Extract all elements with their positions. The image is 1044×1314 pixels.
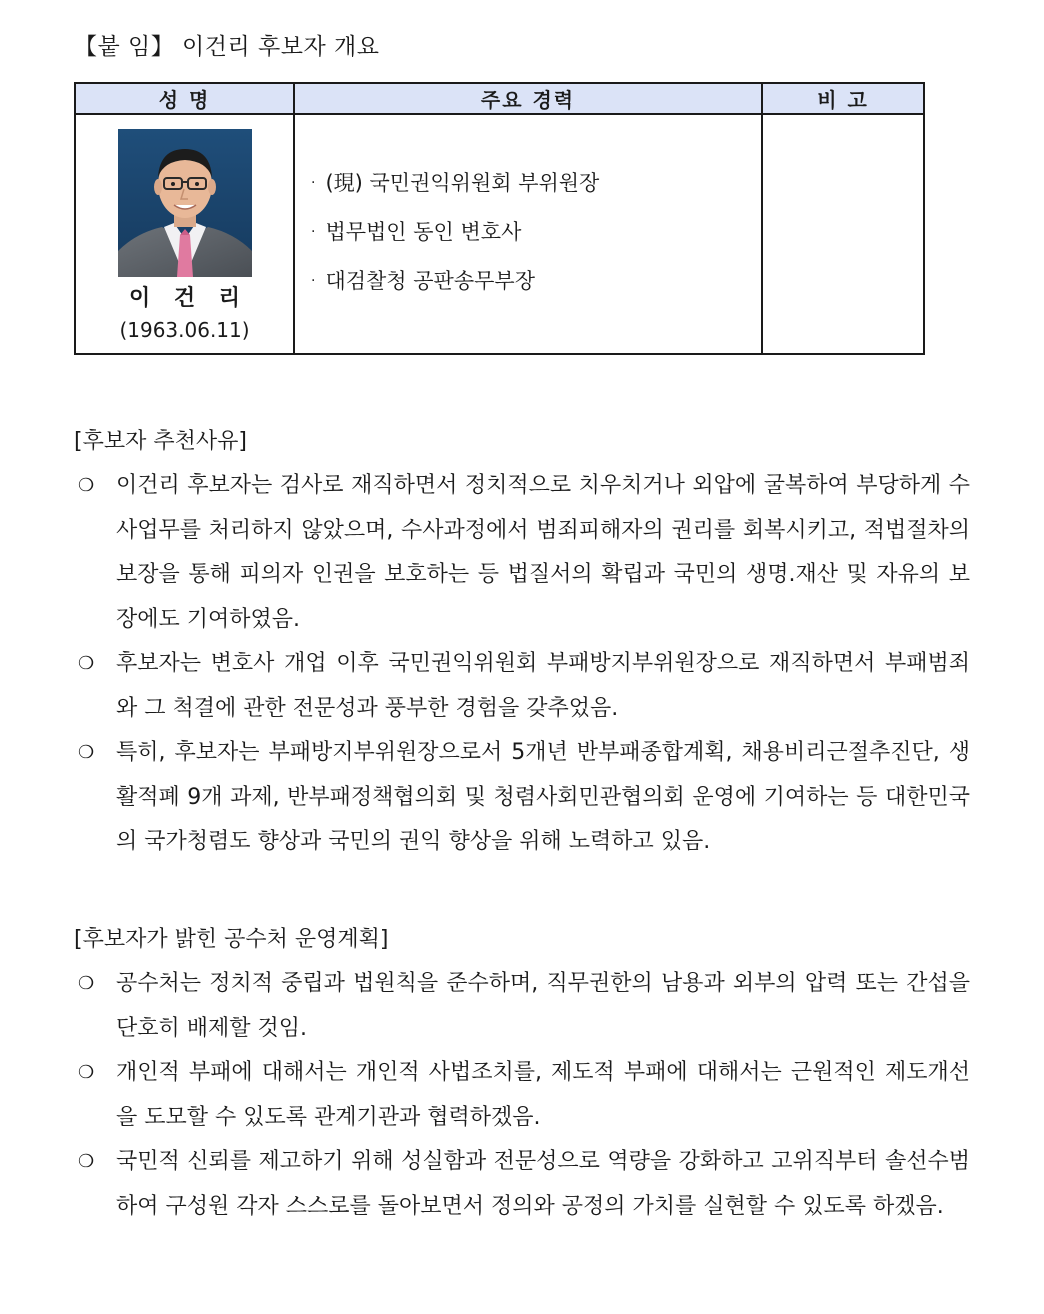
bullet-text: 개인적 부패에 대해서는 개인적 사법조치를, 제도적 부패에 대해서는 근원적인 제도개선을 도모할 수 있도록 관계기관과 협력하겠음. (116, 1060, 970, 1130)
bullet-text: 특히, 후보자는 부패방지부위원장으로서 5개년 반부패종합계획, 채용비리근절추진단, 생활적폐 9개 과제, 반부패정책협의회 및 청렴사회민관협의회 운영에 기여하는 등 대한민국의 국가청렴도 향상과 국민의 권익 향상을 위해 노력하고 있음. (116, 740, 970, 854)
bullet-text: 공수처는 정치적 중립과 법원칙을 준수하며, 직무권한의 남용과 외부의 압력 또는 간섭을 단호히 배제할 것임. (116, 971, 970, 1041)
attachment-title: 【붙 임】 이건리 후보자 개요 (74, 34, 380, 60)
header-note: 비 고 (762, 83, 924, 114)
table-header-row (75, 83, 924, 114)
person-birthdate: (1963.06.11) (119, 318, 250, 342)
list-item (311, 220, 761, 244)
bullet-text: 후보자는 변호사 개업 이후 국민권익위원회 부패방지부위원장으로 재직하면서 부패범죄와 그 척결에 관한 전문성과 풍부한 경험을 갖추었음. (116, 651, 970, 721)
person-name: 이 건 리 (128, 286, 249, 311)
operation-plan-heading: [후보자가 밝힌 공수처 운영계획] (74, 927, 389, 952)
bullet-dot-icon: · (311, 175, 316, 191)
circle-bullet-icon: ❍ (78, 475, 95, 496)
note-cell (762, 114, 924, 354)
career-list (311, 171, 761, 293)
list-item (74, 642, 970, 731)
circle-bullet-icon: ❍ (78, 653, 95, 674)
profile-table (74, 82, 925, 355)
list-item (74, 464, 970, 642)
circle-bullet-icon: ❍ (78, 742, 95, 763)
career-text: (現) 국민권익위원회 부위원장 (325, 171, 600, 195)
career-text: 법무법인 동인 변호사 (325, 220, 522, 244)
career-text: 대검찰청 공판송무부장 (325, 269, 535, 293)
list-item (74, 731, 970, 865)
person-cell (75, 114, 294, 354)
bullet-dot-icon: · (311, 224, 316, 240)
list-item (311, 171, 761, 195)
circle-bullet-icon: ❍ (78, 1062, 95, 1083)
portrait-photo (118, 129, 252, 277)
list-item (74, 1051, 970, 1140)
career-cell (294, 114, 762, 354)
circle-bullet-icon: ❍ (78, 1151, 95, 1172)
operation-plan-list (74, 962, 970, 1229)
bullet-dot-icon: · (311, 273, 316, 289)
recommendation-heading: [후보자 추천사유] (74, 429, 247, 454)
table-row (75, 114, 924, 354)
header-career: 주요 경력 (294, 83, 762, 114)
header-name: 성 명 (75, 83, 294, 114)
list-item (311, 269, 761, 293)
list-item (74, 962, 970, 1051)
recommendation-list (74, 464, 970, 865)
circle-bullet-icon: ❍ (78, 973, 95, 994)
bullet-text: 국민적 신뢰를 제고하기 위해 성실함과 전문성으로 역량을 강화하고 고위직부터 솔선수범하여 구성원 각자 스스로를 돌아보면서 정의와 공정의 가치를 실현할 수 있도록 하겠음. (116, 1149, 970, 1219)
bullet-text: 이건리 후보자는 검사로 재직하면서 정치적으로 치우치거나 외압에 굴복하여 부당하게 수사업무를 처리하지 않았으며, 수사과정에서 범죄피해자의 권리를 회복시키고, 적법절차의 보장을 통해 피의자 인권을 보호하는 등 법질서의 확립과 국민의 생명.재산 및 자유의 보장에도 기여하였음. (116, 473, 970, 632)
list-item (74, 1140, 970, 1229)
